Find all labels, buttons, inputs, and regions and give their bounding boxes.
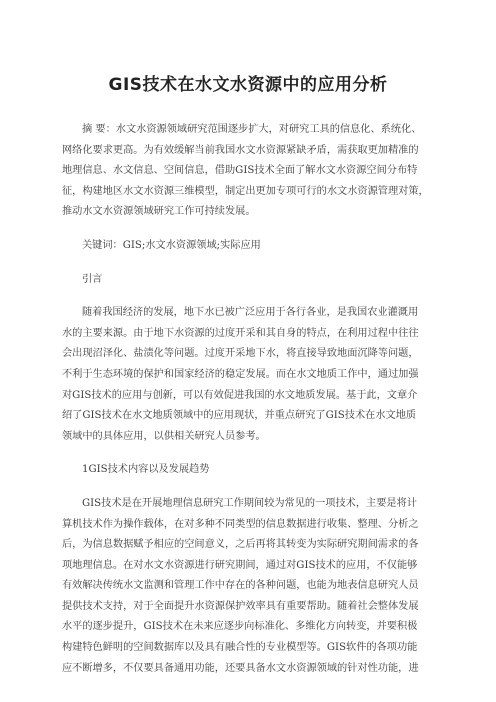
- section1-paragraph: [62, 494, 442, 679]
- intro-heading: 引言: [82, 273, 103, 285]
- section1-line: 项地理信息。在对水文水资源进行研究期间，通过对GIS技术的应用，不仅能够: [62, 559, 418, 571]
- section1-line: 算机技术作为操作载体，在对多种不同类型的信息数据进行收集、整理、分析之: [62, 518, 419, 530]
- abstract-line: 摘 要：水文水资源领域研究范围逐步扩大，对研究工具的信息化、系统化、: [82, 124, 422, 135]
- section1-line: 提供技术支持，对于全面提升水资源保护效率具有重要帮助。随着社会整体发展: [62, 600, 419, 612]
- section1-heading: 1GIS技术内容以及发展趋势: [82, 464, 210, 476]
- abstract-paragraph: [62, 120, 442, 223]
- intro-line: 水的主要来源。由于地下水资源的过度开采和其自身的特点，在利用过程中往往: [62, 327, 419, 339]
- intro-line: 随着我国经济的发展，地下水已被广泛应用于各行各业，是我国农业灌溉用: [82, 307, 419, 319]
- abstract-line: 地理信息、水文信息、空间信息，借助GIS技术全面了解水文水资源空间分布特: [62, 165, 418, 177]
- keywords: 关键词：GIS;水文水资源领域;实际应用: [82, 239, 261, 251]
- intro-line: 不利于生态环境的保护和国家经济的稳定发展。而在水文地质工作中，通过加强: [62, 368, 419, 380]
- document-title: GIS技术在水文水资源中的应用分析: [108, 75, 388, 95]
- section1-line: 有效解决传统水文监测和管理工作中存在的各种问题，也能为地表信息研究人员: [62, 580, 419, 592]
- intro-paragraph: [62, 303, 442, 447]
- abstract-line: 网络化要求更高。为有效缓解当前我国水文水资源紧缺矛盾，需获取更加精准的: [62, 144, 419, 156]
- section1-line: 后，为信息数据赋予相应的空间意义，之后再将其转变为实际研究期间需求的各: [62, 539, 419, 551]
- abstract-line: 推动水文水资源领域研究工作可持续发展。: [62, 206, 256, 218]
- intro-line: 会出现沼泽化、盐渍化等问题。过度开采地下水，将直接导致地面沉降等问题，: [62, 348, 419, 360]
- intro-line: 领域中的具体应用，以供相关研究人员参考。: [62, 430, 266, 442]
- document-body: [62, 120, 442, 692]
- intro-line: 对GIS技术的应用与创新，可以有效促进我国的水文地质发展。基于此，文章介: [62, 389, 418, 401]
- intro-line: 绍了GIS技术在水文地质领域中的应用现状，并重点研究了GIS技术在水文地质: [62, 410, 417, 422]
- section1-line: GIS技术是在开展地理信息研究工作期间较为常见的一项技术，主要是将计: [82, 497, 417, 509]
- section1-line: 水平的逐步提升，GIS技术在未来应逐步向标准化、多维化方向转变，并要积极: [62, 621, 418, 633]
- abstract-line: 征，构建地区水文水资源三维模型，制定出更加专项可行的水文水资源管理对策，: [62, 185, 429, 197]
- section1-line: 构建特色鲜明的空间数据库以及具有融合性的专业模型等。GIS软件的各项功能: [62, 642, 418, 654]
- section1-line: 应不断增多，不仅要具备通用功能，还要具备水文水资源领域的针对性功能，进: [62, 662, 419, 674]
